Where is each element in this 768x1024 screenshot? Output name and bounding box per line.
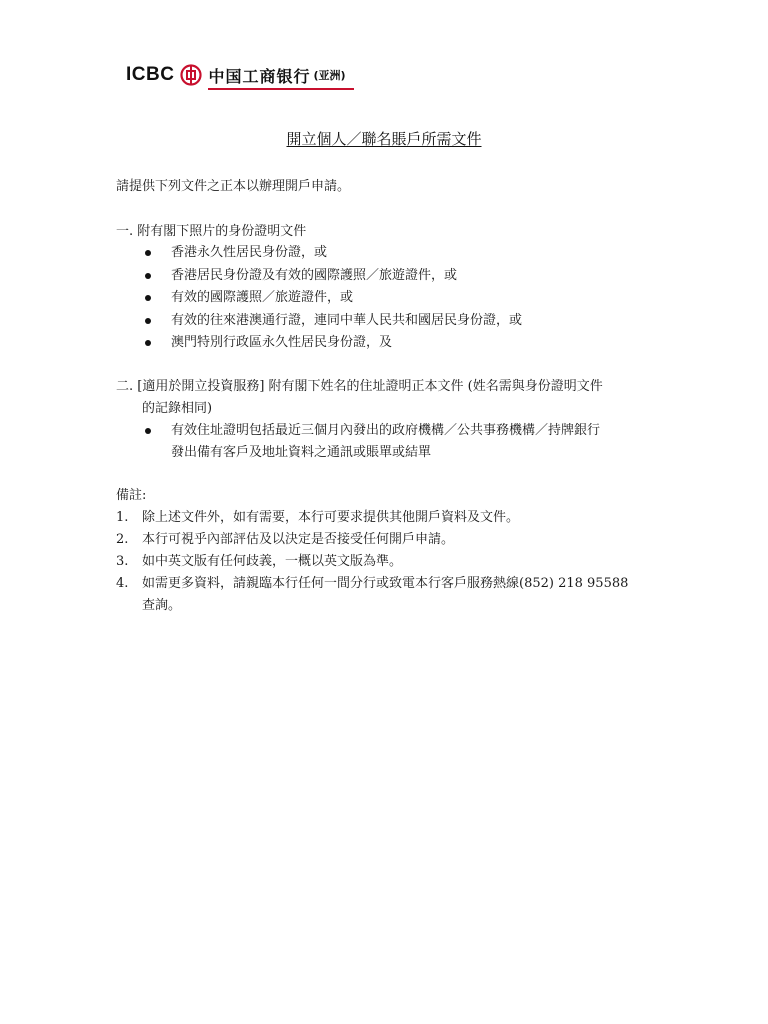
- note-number: 3.: [116, 554, 129, 569]
- bullet-icon: [145, 340, 151, 346]
- note-text: 如需更多資料，請親臨本行任何一間分行或致電本行客戶服務熱線(852) 218 95588: [142, 576, 629, 591]
- logo-region-text: (亚洲): [313, 69, 346, 82]
- page-title: 開立個人／聯名賬戶所需文件: [286, 130, 482, 148]
- section1-item: 澳門特別行政區永久性居民身份證，及: [171, 335, 393, 350]
- section2-heading-line2: 的記錄相同): [142, 401, 213, 416]
- section2-heading-line1: 二. [適用於開立投資服務] 附有閣下姓名的住址證明正本文件 (姓名需與身份證明文件: [116, 379, 603, 394]
- logo-underline: [208, 88, 353, 90]
- section1-item: 香港居民身份證及有效的國際護照／旅遊證件，或: [171, 268, 458, 283]
- bullet-icon: [145, 428, 151, 434]
- logo-chinese-block: [208, 62, 345, 88]
- note-text: 本行可視乎內部評估及以決定是否接受任何開戶申請。: [142, 532, 455, 547]
- bank-logo: [126, 62, 346, 88]
- section1-item: 香港永久性居民身份證，或: [171, 245, 328, 260]
- section1-item: 有效的國際護照／旅遊證件，或: [171, 290, 354, 305]
- bullet-icon: [145, 295, 151, 301]
- bullet-icon: [145, 273, 151, 279]
- note-number: 1.: [116, 510, 129, 525]
- section1-heading: 一. 附有閣下照片的身份證明文件: [116, 224, 307, 239]
- bullet-icon: [145, 250, 151, 256]
- section1-item: 有效的往來港澳通行證，連同中華人民共和國居民身份證，或: [171, 313, 523, 328]
- note-text: 如中英文版有任何歧義，一概以英文版為準。: [142, 554, 403, 569]
- logo-latin-text: ICBC: [126, 64, 175, 85]
- icbc-emblem-icon: [180, 64, 202, 86]
- logo-chinese-text: 中国工商银行: [208, 66, 311, 86]
- note-number: 2.: [116, 532, 129, 547]
- note-text-continued: 查詢。: [142, 598, 182, 613]
- section2-item-line2: 發出備有客戶及地址資料之通訊或賬單或結單: [171, 445, 432, 460]
- note-text: 除上述文件外，如有需要，本行可要求提供其他開戶資料及文件。: [142, 510, 520, 525]
- notes-heading: 備註:: [116, 488, 147, 503]
- note-number: 4.: [116, 576, 129, 591]
- intro-text: 請提供下列文件之正本以辦理開戶申請。: [116, 179, 351, 194]
- bullet-icon: [145, 318, 151, 324]
- section2-item-line1: 有效住址證明包括最近三個月內發出的政府機構／公共事務機構／持牌銀行: [171, 423, 601, 438]
